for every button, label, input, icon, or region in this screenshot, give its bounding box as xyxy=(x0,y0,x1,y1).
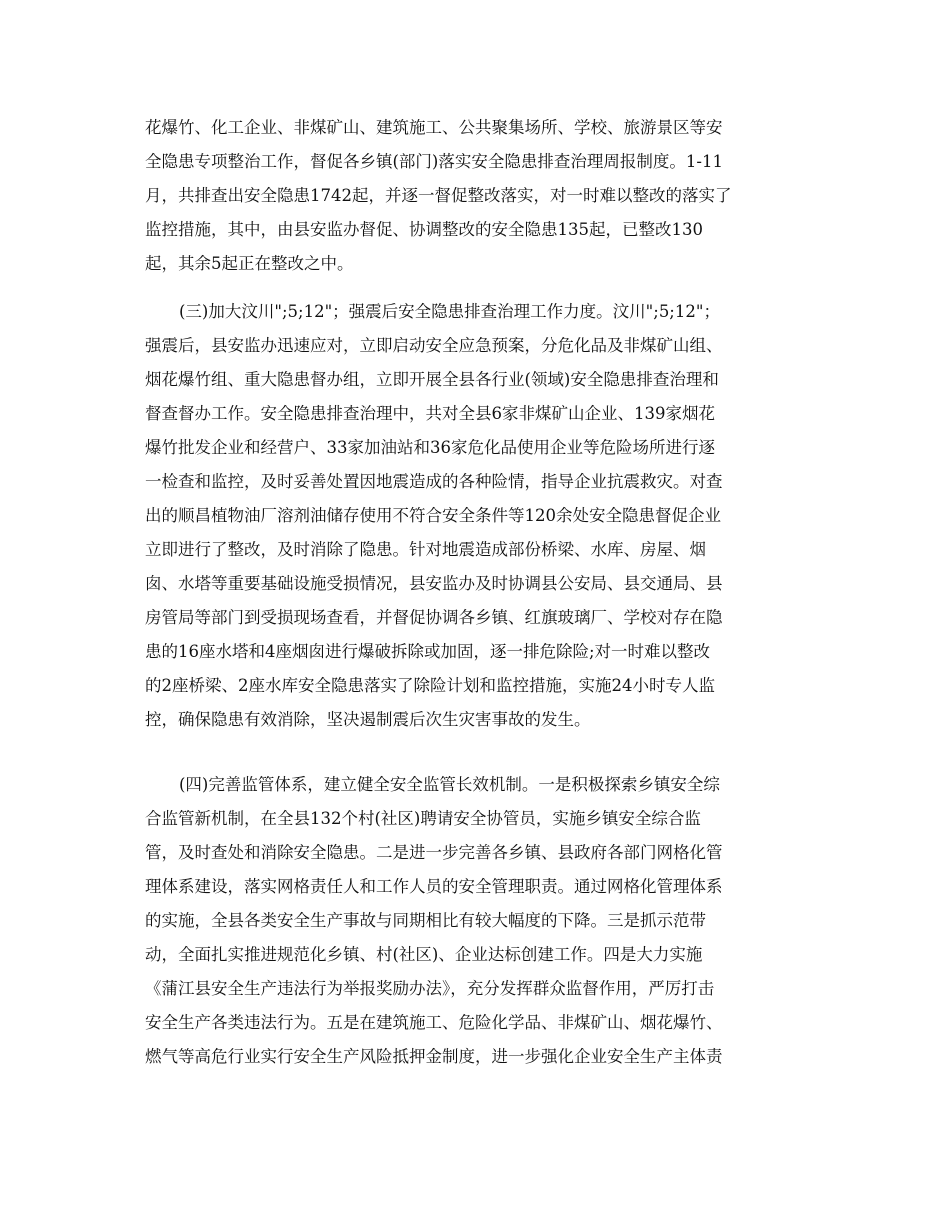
text-line: 理体系建设，落实网格责任人和工作人员的安全管理职责。通过网格化管理体系 xyxy=(145,877,723,896)
text-line: 花爆竹、化工企业、非煤矿山、建筑施工、公共聚集场所、学校、旅游景区等安 xyxy=(145,118,723,137)
text-line: 的实施，全县各类安全生产事故与同期相比有较大幅度的下降。三是抓示范带 xyxy=(145,911,706,930)
text-line: 的2座桥梁、2座水库安全隐患落实了除险计划和监控措施，实施24小时专人监 xyxy=(145,676,715,695)
text-line: 立即进行了整改，及时消除了隐患。针对地震造成部份桥梁、水库、房屋、烟 xyxy=(145,540,706,559)
text-line: 起，其余5起正在整改之中。 xyxy=(145,254,354,273)
text-line: 《蒲江县安全生产违法行为举报奖励办法》，充分发挥群众监督作用，严厉打击 xyxy=(145,979,715,998)
text-line: 月，共排查出安全隐患1742起，并逐一督促整改落实，对一时难以整改的落实了 xyxy=(145,186,732,205)
text-line: 出的顺昌植物油厂溶剂油储存使用不符合安全条件等120余处安全隐患督促企业 xyxy=(145,506,721,525)
text-line: 燃气等高危行业实行安全生产风险抵押金制度，进一步强化企业安全生产主体责 xyxy=(145,1047,723,1066)
text-line: 监控措施，其中，由县安监办督促、协调整改的安全隐患135起，已整改130 xyxy=(145,220,703,239)
text-line: 烟花爆竹组、重大隐患督办组，立即开展全县各行业(领域)安全隐患排查治理和 xyxy=(145,370,719,389)
text-line: 房管局等部门到受损现场查看，并督促协调各乡镇、红旗玻璃厂、学校对存在隐 xyxy=(145,608,723,627)
text-line: 全隐患专项整治工作，督促各乡镇(部门)落实安全隐患排查治理周报制度。1-11 xyxy=(145,152,723,171)
text-line: 督查督办工作。安全隐患排查治理中，共对全县6家非煤矿山企业、139家烟花 xyxy=(145,404,715,423)
text-line: 管，及时查处和消除安全隐患。二是进一步完善各乡镇、县政府各部门网格化管 xyxy=(145,843,723,862)
text-line: 控，确保隐患有效消除，坚决遏制震后次生灾害事故的发生。 xyxy=(145,710,591,729)
text-line: 爆竹批发企业和经营户、33家加油站和36家危化品使用企业等危险场所进行逐 xyxy=(145,438,715,457)
paragraph-section-four xyxy=(145,768,815,1074)
text-line: 强震后，县安监办迅速应对，立即启动安全应急预案，分危化品及非煤矿山组、 xyxy=(145,336,723,355)
text-line: 安全生产各类违法行为。五是在建筑施工、危险化学品、非煤矿山、烟花爆竹、 xyxy=(145,1013,723,1032)
text-line: (四)完善监管体系，建立健全安全监管长效机制。一是积极探索乡镇安全综 xyxy=(179,775,720,794)
paragraph-section-three xyxy=(145,295,815,737)
paragraph-hazard-rectification xyxy=(145,111,815,281)
text-line: 囱、水塔等重要基础设施受损情况，县安监办及时协调县公安局、县交通局、县 xyxy=(145,574,723,593)
text-line: 动，全面扎实推进规范化乡镇、村(社区)、企业达标创建工作。四是大力实施 xyxy=(145,945,703,964)
text-line: 患的16座水塔和4座烟囱进行爆破拆除或加固，逐一排危除险;对一时难以整改 xyxy=(145,642,711,661)
text-line: 合监管新机制，在全县132个村(社区)聘请安全协管员，实施乡镇安全综合监 xyxy=(145,809,701,828)
text-line: (三)加大汶川";5;12"；强震后安全隐患排查治理工作力度。汶川";5;12"； xyxy=(179,302,720,321)
text-line: 一检查和监控，及时妥善处置因地震造成的各种险情，指导企业抗震救灾。对查 xyxy=(145,472,723,491)
